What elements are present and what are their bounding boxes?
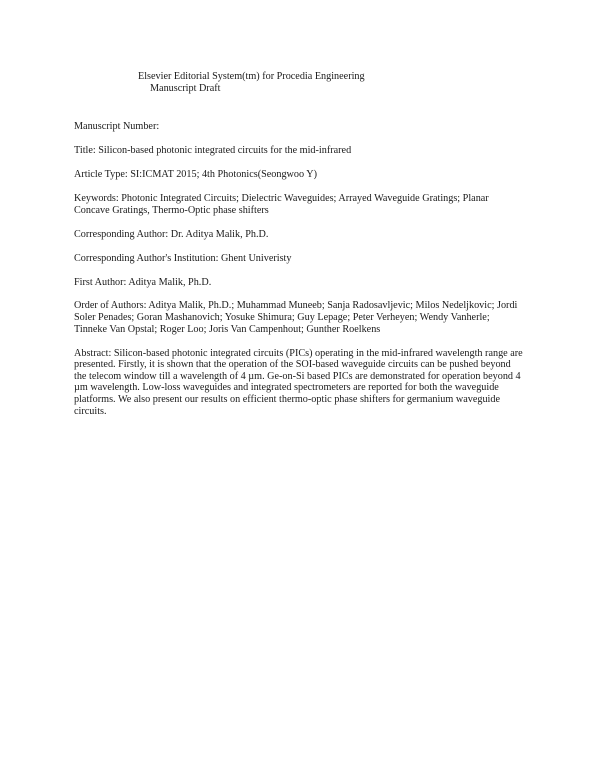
manuscript-details [74, 121, 524, 430]
document-header [138, 71, 365, 95]
draft-label: Manuscript Draft [150, 83, 221, 94]
article-type: Article Type: SI:ICMAT 2015; 4th Photonics(Seongwoo Y) [74, 168, 318, 180]
first-author: First Author: Aditya Malik, Ph.D. [74, 276, 212, 288]
publisher-line: Elsevier Editorial System(tm) for Procedia Engineering [138, 71, 365, 82]
corresponding-author: Corresponding Author: Dr. Aditya Malik, Ph.D. [74, 228, 269, 240]
corresponding-institution: Corresponding Author's Institution: Ghent Univeristy [74, 252, 292, 264]
manuscript-title: Title: Silicon-based photonic integrated circuits for the mid-infrared [74, 144, 352, 156]
order-of-authors: Order of Authors: Aditya Malik, Ph.D.; Muhammad Muneeb; Sanja Radosavljevic; Milos Nedeljkovic; Jordi Soler Penades; Goran Mashanovich; Yosuke Shimura; Guy Lepage; Peter Verheyen; Wendy Vanherle; Tinneke Van Opstal; Roger Loo; Joris Van Campenhout; Gunther Roelkens [74, 300, 518, 335]
keywords: Keywords: Photonic Integrated Circuits; Dielectric Waveguides; Arrayed Waveguide Gratings; Planar Concave Gratings, Thermo-Optic phase shifters [74, 192, 489, 216]
abstract: Abstract: Silicon-based photonic integrated circuits (PICs) operating in the mid-infrared wavelength range are presented. Firstly, it is shown that the operation of the SOI-based waveguide circuits can be pushed beyond the telecom window till a wavelength of 4 µm. Ge-on-Si based PICs are demonstrated for operation beyond 4 µm wavelength. Low-loss waveguides and integrated spectrometers are reported for both the waveguide platforms. We also present our results on efficient thermo-optic phase shifters for germanium waveguide circuits. [74, 347, 523, 417]
manuscript-number: Manuscript Number: [74, 121, 160, 132]
